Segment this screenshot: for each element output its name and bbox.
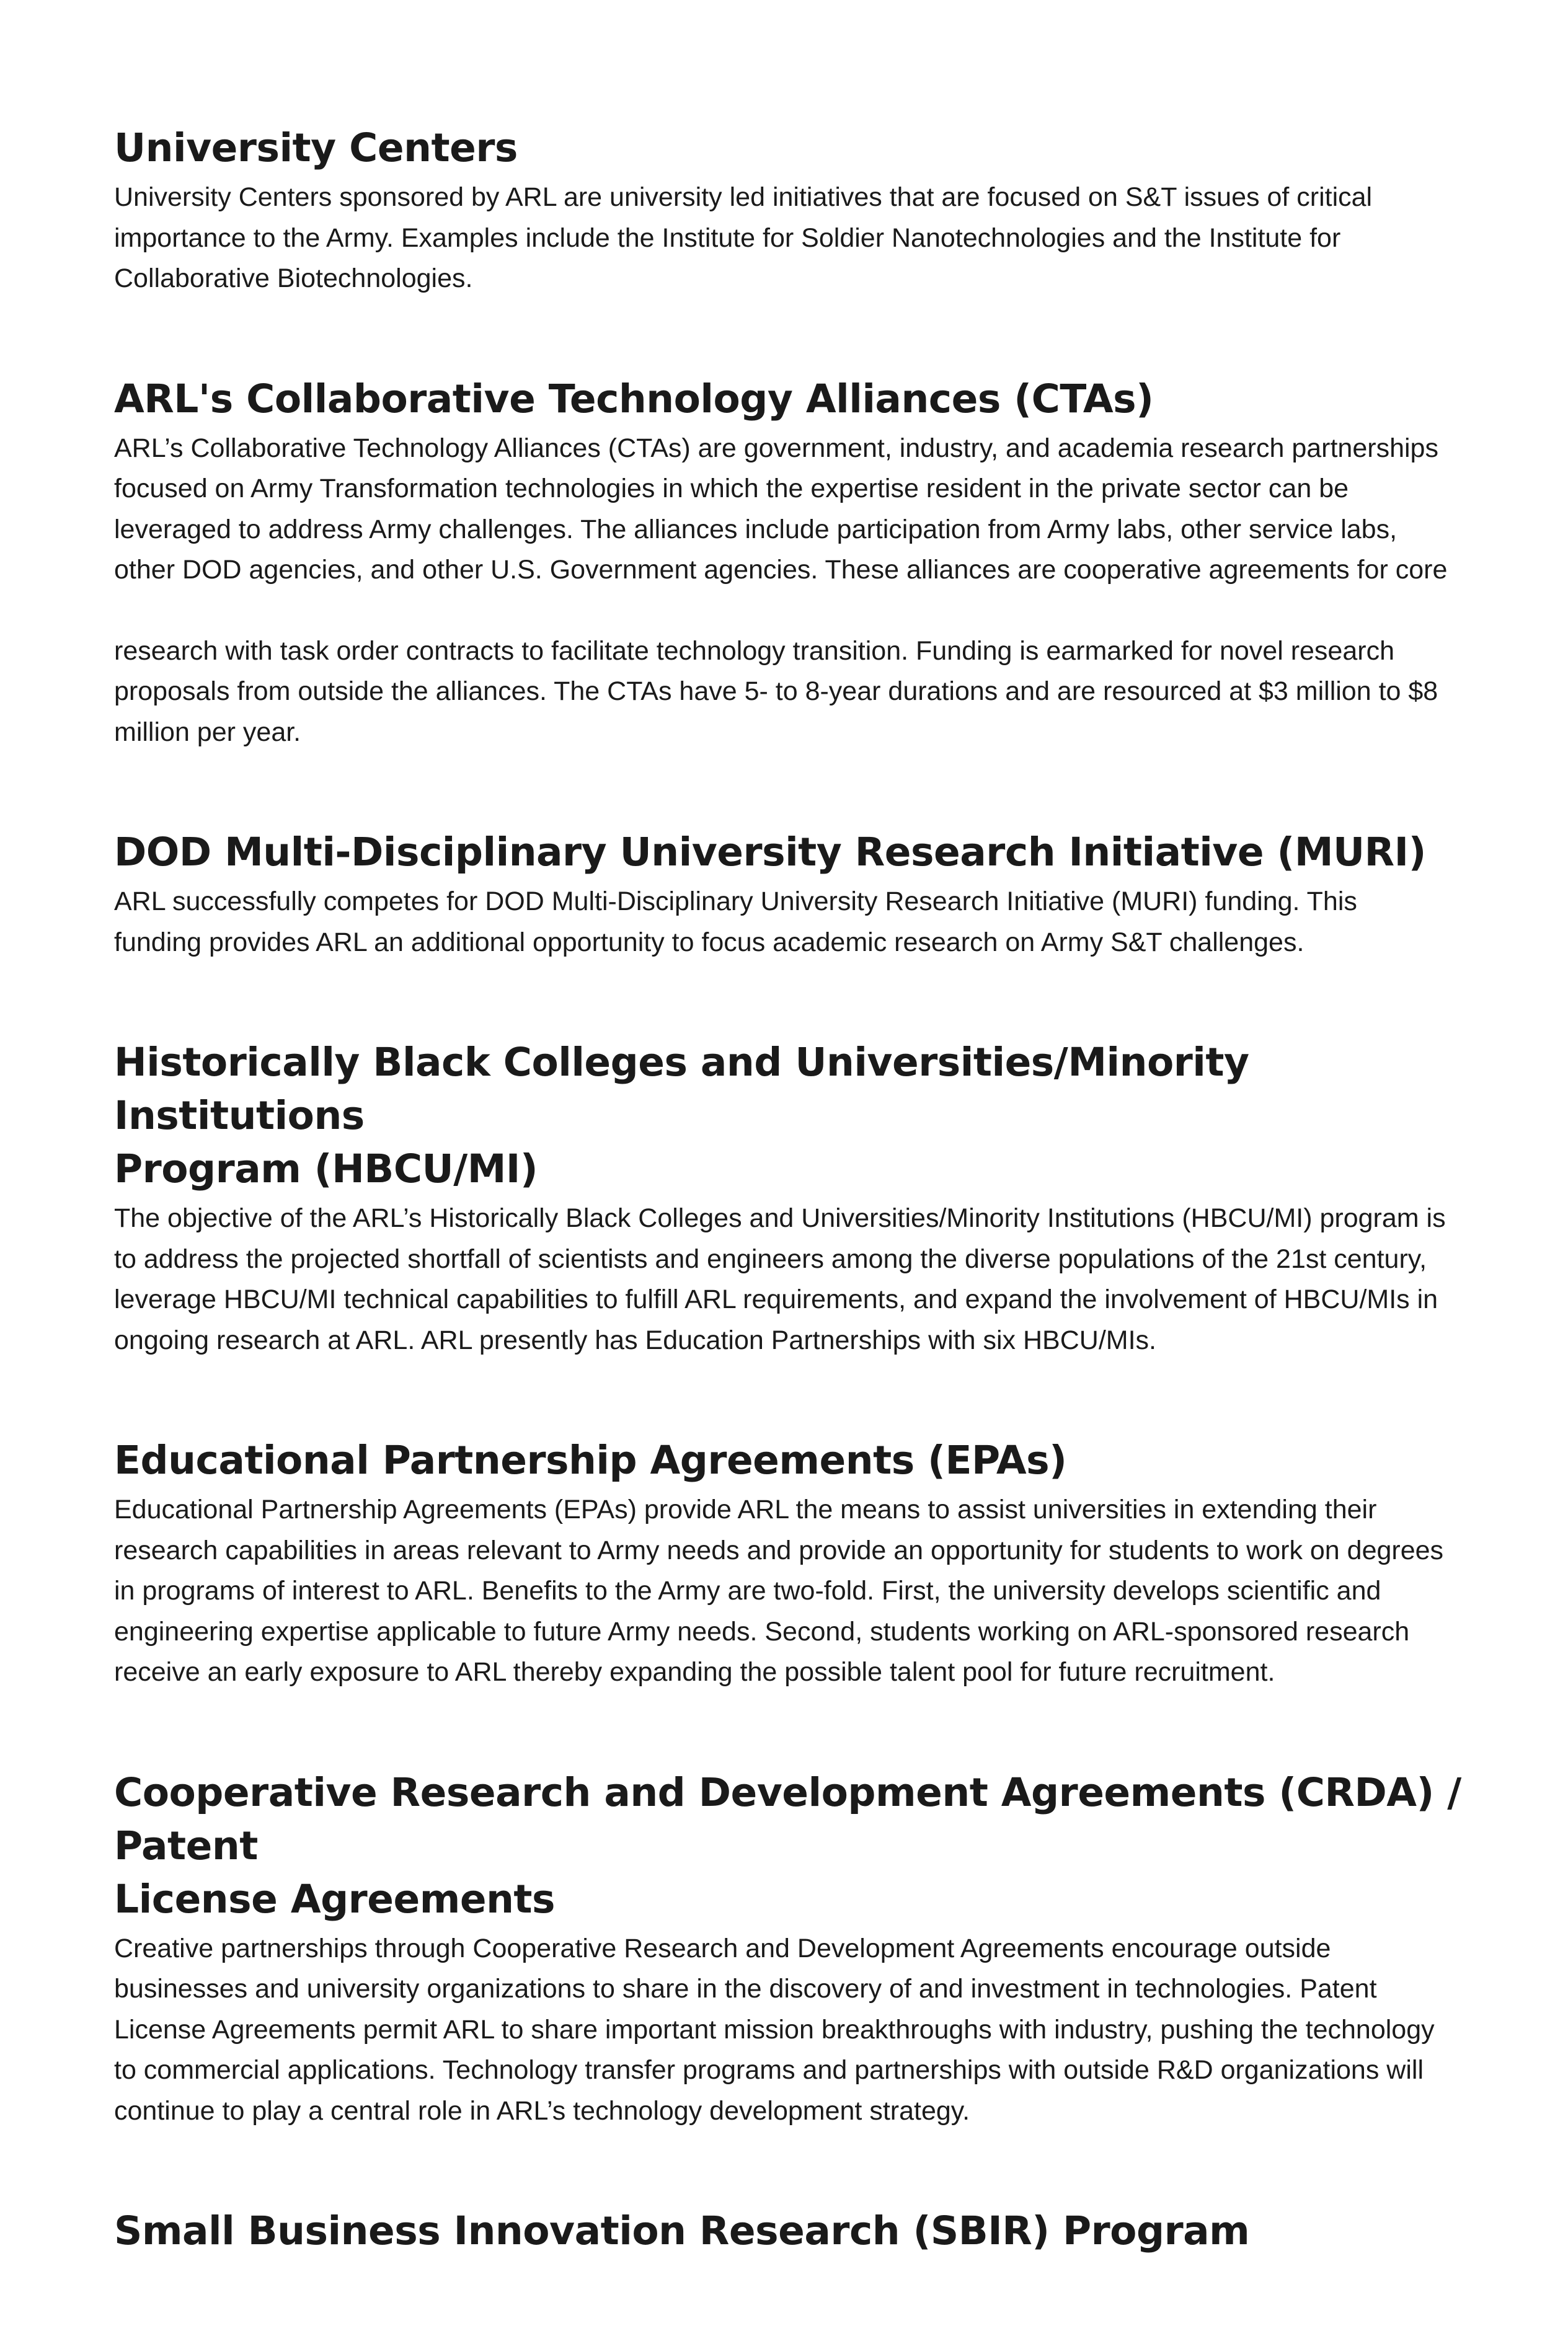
body-line: leveraged to address Army challenges. The alliances include participation from Army labs, other service labs, [114, 514, 1397, 544]
section-epas [114, 1434, 1478, 1693]
section-body [114, 177, 1478, 299]
section-hbcu-mi [114, 1036, 1478, 1361]
body-line: focused on Army Transformation technologies in which the expertise resident in the private sector can be [114, 474, 1349, 503]
body-line: businesses and university organizations to share in the discovery of and investment in technologies. Patent [114, 1974, 1377, 2004]
body-line: Educational Partnership Agreements (EPAs) provide ARL the means to assist universities in extending their [114, 1495, 1377, 1524]
body-line: continue to play a central role in ARL’s technology development strategy. [114, 2095, 970, 2126]
section-heading: DOD Multi-Disciplinary University Research Initiative (MURI) [114, 829, 1426, 875]
body-line: other DOD agencies, and other U.S. Government agencies. These alliances are cooperative agreements for core [114, 555, 1448, 585]
section-heading [114, 1036, 1478, 1196]
section-crda-patent [114, 1766, 1478, 2132]
body-line: receive an early exposure to ARL thereby expanding the possible talent pool for future recruitment. [114, 1657, 1275, 1687]
body-line: leverage HBCU/MI technical capabilities to fulfill ARL requirements, and expand the involvement of HBCU/MIs in [114, 1285, 1438, 1314]
section-muri [114, 826, 1478, 963]
section-heading: University Centers [114, 125, 518, 170]
body-line: License Agreements permit ARL to share important mission breakthroughs with industry, pushing the technology [114, 2014, 1435, 2045]
section-body [114, 882, 1478, 963]
section-heading: Educational Partnership Agreements (EPAs) [114, 1438, 1067, 1483]
page-break-gap [114, 591, 1478, 631]
section-body [114, 428, 1478, 591]
body-line: ARL successfully competes for DOD Multi-Disciplinary University Research Initiative (MURI) funding. This [114, 887, 1357, 916]
body-line: Collaborative Biotechnologies. [114, 263, 473, 293]
section-ctas [114, 373, 1478, 753]
body-line: proposals from outside the alliances. The CTAs have 5- to 8-year durations and are resourced at $3 million to $8 [114, 676, 1438, 706]
heading-line: License Agreements [114, 1876, 556, 1922]
section-heading: ARL's Collaborative Technology Alliances (CTAs) [114, 376, 1154, 422]
body-line: University Centers sponsored by ARL are university led initiatives that are focused on S&T issues of critical [114, 182, 1373, 212]
body-line: research capabilities in areas relevant to Army needs and provide an opportunity for students to work on degrees [114, 1535, 1444, 1565]
section-body [114, 1490, 1478, 1693]
body-line: importance to the Army. Examples include the Institute for Soldier Nanotechnologies and the Institute for [114, 223, 1341, 253]
section-heading: Small Business Innovation Research (SBIR) Program [114, 2208, 1250, 2254]
section-body [114, 1198, 1478, 1361]
body-line: The objective of the ARL’s Historically Black Colleges and Universities/Minority Institutions (HBCU/MI) program is [114, 1203, 1446, 1233]
section-body [114, 1929, 1478, 2132]
body-line: engineering expertise applicable to future Army needs. Second, students working on ARL-sponsored research [114, 1616, 1410, 1647]
body-line: to commercial applications. Technology transfer programs and partnerships with outside R&D organizations will [114, 2055, 1424, 2085]
body-line: Creative partnerships through Cooperative Research and Development Agreements encourage outside [114, 1933, 1331, 1963]
section-body-continued [114, 631, 1478, 753]
body-line: ongoing research at ARL. ARL presently has Education Partnerships with six HBCU/MIs. [114, 1325, 1156, 1355]
body-line: million per year. [114, 717, 301, 747]
heading-line: Cooperative Research and Development Agreements (CRDA) / Patent [114, 1769, 1461, 1869]
body-line: ARL’s Collaborative Technology Alliances (CTAs) are government, industry, and academia research partnerships [114, 433, 1438, 463]
heading-line: Program (HBCU/MI) [114, 1146, 538, 1192]
body-line: funding provides ARL an additional opportunity to focus academic research on Army S&T challenges. [114, 927, 1304, 957]
heading-line: Historically Black Colleges and Universities/Minority Institutions [114, 1040, 1249, 1138]
section-heading [114, 1766, 1478, 1926]
section-university-centers [114, 122, 1478, 299]
body-line: to address the projected shortfall of scientists and engineers among the diverse populations of the 21st century, [114, 1244, 1427, 1274]
section-sbir [114, 2205, 1478, 2258]
body-line: research with task order contracts to facilitate technology transition. Funding is earmarked for novel research [114, 635, 1394, 666]
document-content [114, 122, 1478, 2331]
body-line: in programs of interest to ARL. Benefits to the Army are two-fold. First, the university develops scientific and [114, 1576, 1381, 1606]
